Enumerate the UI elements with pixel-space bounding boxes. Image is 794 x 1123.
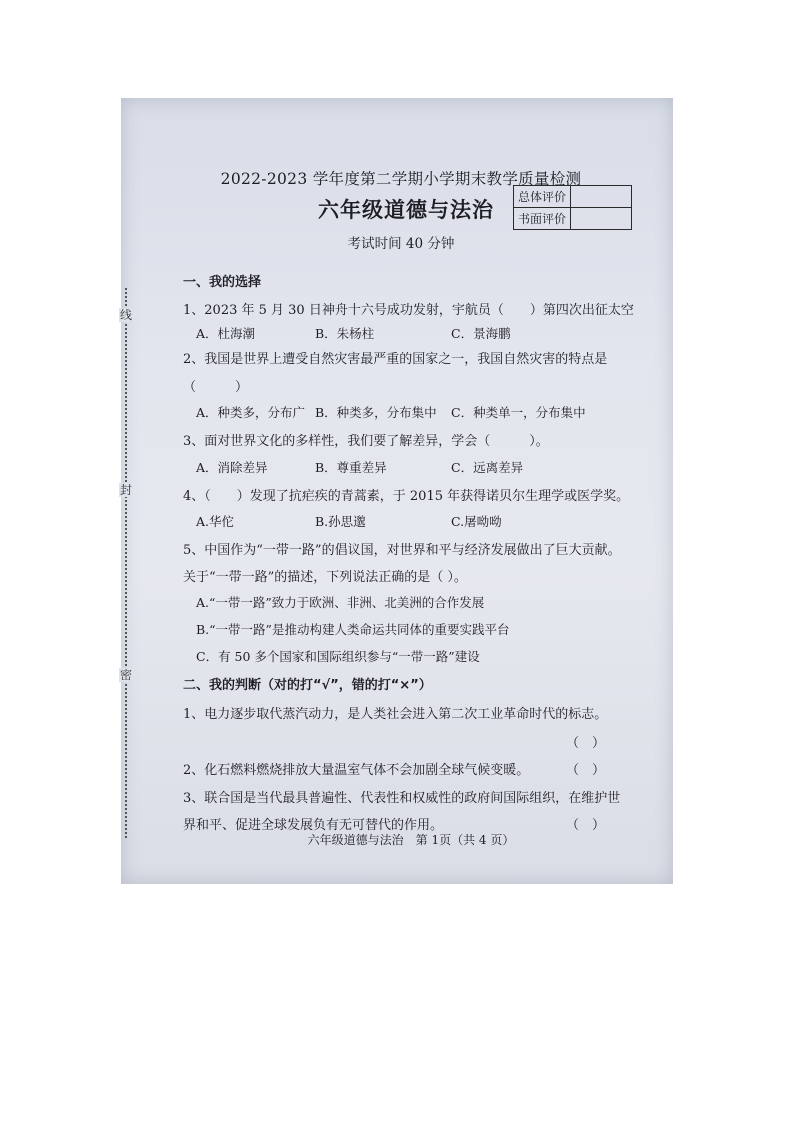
q1-option-b: B．朱杨柱	[315, 326, 375, 341]
section2-title: 二、我的判断（对的打“√”，错的打“×”）	[183, 678, 432, 693]
binding-char-bottom: 密	[119, 668, 132, 682]
judge3-stem-cont: 界和平、促进全球发展负有无可替代的作用。	[183, 818, 444, 833]
q5-option-b: B.“一带一路”是推动构建人类命运共同体的重要实践平台	[196, 622, 510, 637]
q1-stem: 1、2023 年 5 月 30 日神舟十六号成功发射，宇航员（ ）第四次出征太空	[183, 303, 634, 318]
eval-overall-box[interactable]	[571, 186, 632, 208]
q4-option-b: B.孙思邈	[315, 514, 366, 529]
eval-writing-label: 书面评价	[514, 208, 571, 230]
q3-option-b: B．尊重差异	[315, 460, 387, 475]
q1-option-c: C．景海鹏	[451, 326, 511, 341]
binding-char-top: 线	[119, 308, 132, 322]
q2-option-a: A．种类多，分布广	[196, 405, 306, 420]
evaluation-table	[513, 185, 632, 230]
subject-title: 六年级道德与法治	[318, 198, 494, 222]
judge1-stem: 1、电力逐步取代蒸汽动力，是人类社会进入第二次工业革命时代的标志。	[183, 707, 608, 722]
exam-title: 2022-2023 学年度第二学期小学期末教学质量检测	[220, 170, 582, 188]
q4-option-a: A.华佗	[196, 514, 235, 529]
q3-stem: 3、面对世界文化的多样性，我们要了解差异，学会（ ）。	[183, 434, 549, 449]
judge2-answer-paren[interactable]: （ ）	[566, 763, 606, 778]
section1-title: 一、我的选择	[183, 275, 262, 290]
q1-option-a: A．杜海潮	[196, 326, 256, 341]
judge2-stem: 2、化石燃料燃烧排放大量温室气体不会加剧全球气候变暖。	[183, 763, 530, 778]
q4-option-c: C.屠呦呦	[451, 514, 502, 529]
q2-stem: 2、我国是世界上遭受自然灾害最严重的国家之一，我国自然灾害的特点是	[183, 352, 608, 367]
page-footer: 六年级道德与法治 第 1页（共 4 页）	[307, 833, 515, 847]
q5-option-a: A.“一带一路”致力于欧洲、非洲、北美洲的合作发展	[196, 595, 485, 610]
eval-overall-label: 总体评价	[514, 186, 571, 208]
judge1-answer-paren[interactable]: （ ）	[566, 736, 606, 751]
q2-stem-cont: （ ）	[183, 380, 249, 395]
binding-char-mid: 封	[119, 483, 132, 497]
q2-option-b: B．种类多，分布集中	[315, 405, 437, 420]
q2-option-c: C．种类单一，分布集中	[451, 405, 586, 420]
q3-option-a: A．消除差异	[196, 460, 268, 475]
q4-stem: 4、（ ）发现了抗疟疾的青蒿素，于 2015 年获得诺贝尔生理学或医学奖。	[183, 489, 630, 504]
exam-duration: 考试时间 40 分钟	[347, 236, 455, 252]
q5-stem: 5、中国作为“一带一路”的倡议国，对世界和平与经济发展做出了巨大贡献。	[183, 543, 621, 558]
eval-writing-box[interactable]	[571, 208, 632, 230]
judge3-answer-paren[interactable]: （ ）	[566, 818, 606, 833]
q3-option-c: C．远离差异	[451, 460, 524, 475]
q5-stem-cont: 关于“一带一路”的描述，下列说法正确的是（ ）。	[183, 570, 467, 585]
judge3-stem: 3、联合国是当代最具普遍性、代表性和权威性的政府间国际组织，在维护世	[183, 791, 621, 806]
q5-option-c: C．有 50 多个国家和国际组织参与“一带一路”建设	[196, 649, 480, 664]
binding-dotted-line	[125, 288, 127, 838]
exam-paper-photo	[121, 98, 673, 884]
